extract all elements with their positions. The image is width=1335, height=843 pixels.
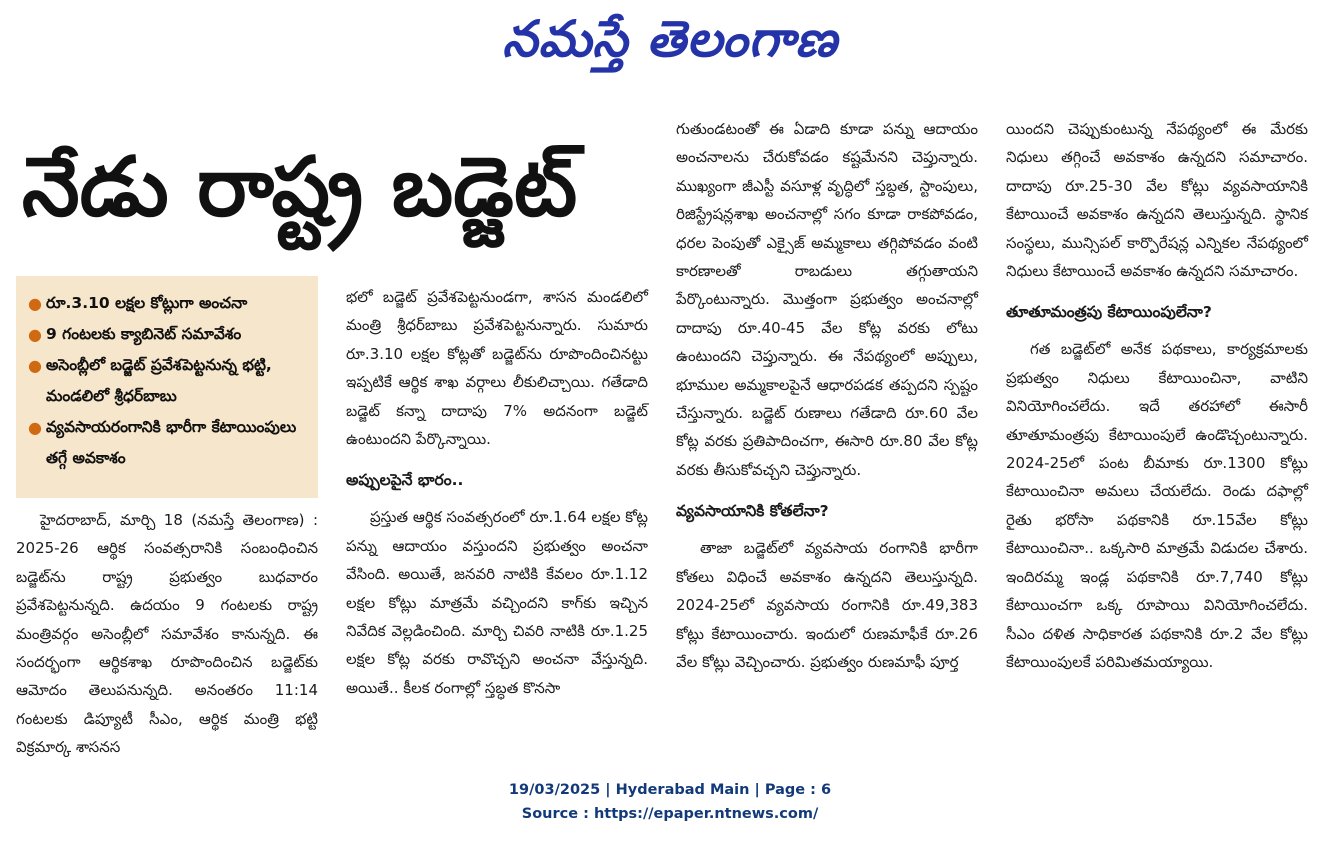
section-subhead: తూతూమంత్రపు కేటాయింపులేనా? xyxy=(1006,303,1212,322)
article-column-1 xyxy=(16,506,318,762)
headline: నేడు రాష్ట్ర బడ్జెట్ xyxy=(22,140,578,235)
masthead-logo: నమస్తే తెలంగాణ xyxy=(502,10,838,68)
highlights-box xyxy=(16,276,318,498)
page-footer xyxy=(360,778,980,826)
highlight-item: ● 9 గంటలకు క్యాబినెట్ సమావేశం xyxy=(28,319,308,350)
bullet-icon: ● xyxy=(28,325,42,344)
bullet-icon: ● xyxy=(28,356,42,375)
article-column-2 xyxy=(346,283,648,702)
bullet-icon: ● xyxy=(28,294,42,313)
article-column-3 xyxy=(676,115,978,676)
article-paragraph: యిందని చెప్పుకుంటున్న నేపథ్యంలో ఈ మేరకు నిధులు తగ్గించే అవకాశం ఉన్నదని సమాచారం. దాదాపు రూ.25-30 వేల కోట్లు వ్యవసాయానికి కేటాయించే అవకాశం ఉన్నదని తెలుస్తున్నది. స్థానిక సంస్థలు, మున్సిపల్ కార్పొరేషన్ల ఎన్నికల నేపథ్యంలో నిధులు కేటాయించే అవకాశం ఉన్నదని సమాచారం. xyxy=(1006,120,1308,281)
article-paragraph: హైదరాబాద్, మార్చి 18 (నమస్తే తెలంగాణ) : 2025-26 ఆర్థిక సంవత్సరానికి సంబంధించిన బడ్జెట్‌ను రాష్ట్ర ప్రభుత్వం బుధవారం ప్రవేశపెట్టనున్నది. ఉదయం 9 గంటలకు రాష్ట్ర మంత్రివర్గం అసెంబ్లీలో సమావేశం కానున్నది. ఈ సందర్భంగా ఆర్థికశాఖ రూపొందించిన బడ్జెట్‌కు ఆమోదం తెలుపనున్నది. అనంతరం 11:14 గంటలకు డిప్యూటీ సీఎం, ఆర్థిక మంత్రి భట్టి విక్రమార్క శాసనస xyxy=(16,511,318,757)
edition-info: 19/03/2025 | Hyderabad Main | Page : 6 xyxy=(508,782,832,798)
highlight-item: ● వ్యవసాయరంగానికి భారీగా కేటాయింపులు తగ్గే అవకాశం xyxy=(28,412,308,474)
bullet-icon: ● xyxy=(28,418,42,437)
highlight-item: ● రూ.3.10 లక్షల కోట్లుగా అంచనా xyxy=(28,288,308,319)
article-paragraph: భలో బడ్జెట్ ప్రవేశపెట్టనుండగా, శాసన మండలిలో మంత్రి శ్రీధర్‌బాబు ప్రవేశపెట్టనున్నారు. సుమారు రూ.3.10 లక్షల కోట్లతో బడ్జెట్‌ను రూపొందించినట్టు ఇప్పటికే ఆర్థిక శాఖ వర్గాలు లీకులిచ్చాయి. గతేడాది బడ్జెట్ కన్నా దాదాపు 7% అదనంగా బడ్జెట్ ఉంటుందని పేర్కొన్నాయి. xyxy=(346,288,648,449)
article-column-4 xyxy=(1006,115,1308,676)
section-subhead: వ్యవసాయానికి కోతలేనా? xyxy=(676,502,829,521)
article-paragraph: గత బడ్జెట్‌లో అనేక పథకాలు, కార్యక్రమాలకు ప్రభుత్వం నిధులు కేటాయించినా, వాటిని వినియోగించలేదు. ఇదే తరహాలో ఈసారీ తూతూమంత్రపు కేటాయింపులే ఉండొచ్చంటున్నారు. 2024-25లో పంట బీమాకు రూ.1300 కోట్లు కేటాయించినా అమలు చేయలేదు. రెండు దఫాల్లో రైతు భరోసా పథకానికి రూ.15వేల కోట్లు కేటాయించినా.. ఒక్కసారి మాత్రమే విడుదల చేశారు. ఇందిరమ్మ ఇండ్ల పథకానికి రూ.7,740 కోట్లు కేటాయించగా ఒక్క రూపాయి వినియోగించలేదు. సీఎం దళిత సాధికారత పథకానికి రూ.2 వేల కోట్లు కేటాయింపులకే పరిమితమయ్యాయి. xyxy=(1006,340,1308,671)
highlight-item: ● అసెంబ్లీలో బడ్జెట్ ప్రవేశపెట్టనున్న భట్టి, మండలిలో శ్రీధర్‌బాబు xyxy=(28,350,308,412)
article-paragraph: గుతుండటంతో ఈ ఏడాది కూడా పన్ను ఆదాయం అంచనాలను చేరుకోవడం కష్టమేనని చెప్తున్నారు. ముఖ్యంగా జీఎస్టీ వసూళ్ల వృద్ధిలో స్తబ్ధత, స్టాంపులు, రిజిస్ట్రేషన్లశాఖ అంచనాల్లో సగం కూడా రాకపోవడం, ధరల పెంపుతో ఎక్సైజ్ అమ్మకాలు తగ్గిపోవడం వంటి కారణాలతో రాబడులు తగ్గుతాయని పేర్కొంటున్నారు. మొత్తంగా ప్రభుత్వం అంచనాల్లో దాదాపు రూ.40-45 వేల కోట్ల వరకు లోటు ఉంటుందని చెప్తున్నారు. ఈ నేపథ్యంలో అప్పులు, భూముల అమ్మకాలపైనే ఆధారపడక తప్పదని స్పష్టం చేస్తున్నారు. బడ్జెట్ రుణాలు గతేడాది రూ.60 వేల కోట్ల వరకు ప్రతిపాదించగా, ఈసారి రూ.80 వేల కోట్ల వరకు తీసుకోవచ్చని చెప్తున్నారు. xyxy=(676,120,978,479)
source-link[interactable]: Source : https://epaper.ntnews.com/ xyxy=(521,806,819,822)
section-subhead: అప్పులపైనే భారం.. xyxy=(346,471,464,490)
article-paragraph: ప్రస్తుత ఆర్థిక సంవత్సరంలో రూ.1.64 లక్షల కోట్ల పన్ను ఆదాయం వస్తుందని ప్రభుత్వం అంచనా వేసింది. అయితే, జనవరి నాటికి కేవలం రూ.1.12 లక్షల కోట్లు మాత్రమే వచ్చిందని కాగ్‌కు ఇచ్చిన నివేదిక వెల్లడించింది. మార్చి చివరి నాటికి రూ.1.25 లక్షల కోట్ల వరకు రావొచ్చని అంచనా వేస్తున్నది. అయితే.. కీలక రంగాల్లో స్తబ్ధత కొనసా xyxy=(346,508,648,697)
article-paragraph: తాజా బడ్జెట్‌లో వ్యవసాయ రంగానికి భారీగా కోతలు విధించే అవకాశం ఉన్నదని తెలుస్తున్నది. 2024-25లో వ్యవసాయ రంగానికి రూ.49,383 కోట్లు కేటాయించారు. ఇందులో రుణమాఫీకే రూ.26 వేల కోట్లు వెచ్చించారు. ప్రభుత్వం రుణమాఫీ పూర్త xyxy=(676,539,978,671)
